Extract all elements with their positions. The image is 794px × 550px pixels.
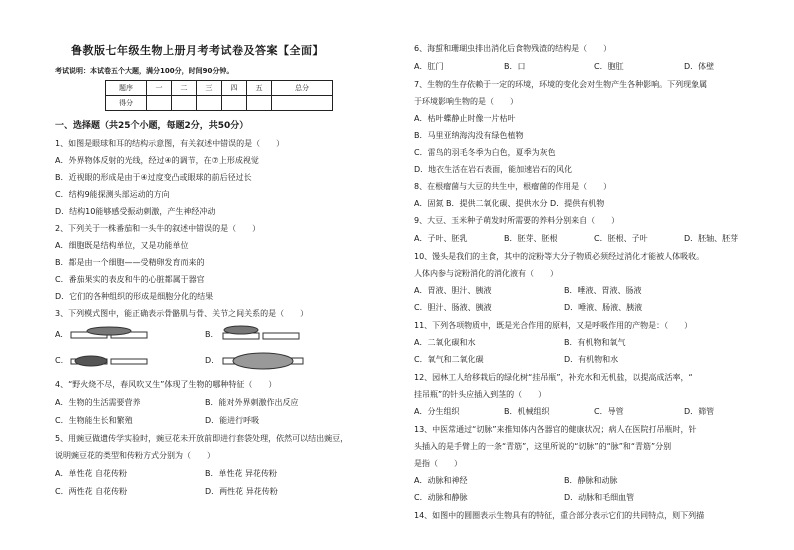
option-text: A．子叶、胚乳 — [414, 234, 468, 243]
question-text: 2、下列关于一株番茄和一头牛的叙述中错误的是（ ） — [55, 224, 261, 233]
option-text: A．单性花 自花传粉 — [55, 469, 128, 478]
question-text: 头插入的是手臂上的一条“青筋”，这里所说的“切脉”的“脉”和“青筋”分别 — [414, 442, 672, 451]
option-text: B．口 — [504, 62, 526, 71]
score-header-cell: 题序 — [106, 81, 147, 96]
option-text: B．马里亚纳海沟没有绿色植物 — [414, 131, 524, 140]
muscle-bone-figure-a — [69, 325, 165, 345]
option-text: A．外界物体反射的光线，经过④的调节，在⑦上形成视觉 — [55, 156, 259, 165]
option-text: D．能进行呼吸 — [205, 416, 260, 425]
figure-label-d: D. — [205, 356, 214, 365]
option-text: D．两性花 异花传粉 — [205, 487, 278, 496]
option-text: D．动脉和毛细血管 — [564, 493, 635, 502]
score-header-cell: 二 — [172, 81, 197, 96]
option-text: C．胚根、子叶 — [594, 234, 648, 243]
figure-label-b: B. — [205, 330, 214, 339]
question-text: 于环境影响生物的是（ ） — [414, 97, 518, 106]
score-cell[interactable] — [147, 96, 172, 111]
option-text: B．能对外界刺激作出反应 — [205, 398, 299, 407]
score-header-cell: 四 — [222, 81, 247, 96]
question-text: 5、用豌豆做遗传学实验时，豌豆花未开放前即进行套袋处理，依然可以结出豌豆， — [55, 434, 349, 443]
option-text: C．生物能生长和繁殖 — [55, 416, 133, 425]
option-text: C．两性花 自花传粉 — [55, 487, 128, 496]
option-text: A．生物的生活需要营养 — [55, 398, 141, 407]
score-header-cell: 三 — [197, 81, 222, 96]
section-heading: 一、选择题（共25个小题，每题2分，共50分） — [55, 121, 249, 131]
figure-label-a: A. — [55, 330, 63, 339]
question-text: 1、如图是眼球和耳的结构示意图，有关叙述中错误的是（ ） — [55, 139, 285, 148]
figure-label-c: C. — [55, 356, 64, 365]
option-text: D．它们的各种组织的形成是细胞分化的结果 — [55, 292, 214, 301]
page-title: 鲁教版七年级生物上册月考考试卷及答案【全面】 — [71, 44, 324, 57]
score-cell[interactable] — [247, 96, 272, 111]
score-cell[interactable] — [197, 96, 222, 111]
option-text: D．唾液、肠液、胰液 — [564, 303, 643, 312]
option-text: A．细胞既是结构单位，又是功能单位 — [55, 241, 189, 250]
score-cell[interactable] — [222, 96, 247, 111]
option-text: D．结构10能够感受振动刺激，产生神经冲动 — [55, 207, 216, 216]
question-text: 13、中医常通过“切脉”来推知体内各器官的健康状况；病人在医院打吊瓶时，针 — [414, 425, 697, 434]
option-text: C．结构9能探测头部运动的方向 — [55, 190, 170, 199]
question-text: 10、馒头是我们的主食，其中的淀粉等大分子物质必须经过消化才能被人体吸收。 — [414, 252, 705, 261]
score-header-cell: 总分 — [272, 81, 333, 96]
question-text: 3、下列模式图中，能正确表示骨骼肌与骨、关节之间关系的是（ ） — [55, 309, 309, 318]
option-text: A．动脉和神经 — [414, 476, 468, 485]
option-text: B．都是由一个细胞——受精卵发育而来的 — [55, 258, 205, 267]
option-text: B．胚芽、胚根 — [504, 234, 558, 243]
question-text: 挂吊瓶”的针头应插入到茎的（ ） — [414, 390, 547, 399]
option-text: B．单性花 异花传粉 — [205, 469, 278, 478]
score-header-cell: 五 — [247, 81, 272, 96]
score-table — [105, 80, 333, 111]
question-text: 9、大豆、玉米种子萌发时所需要的养料分别来自（ ） — [414, 216, 620, 225]
option-text: A．胃液、胆汁、胰液 — [414, 286, 492, 295]
question-text: 14、如图中的圆圈表示生物具有的特征，重合部分表示它们的共同特点，则下列描 — [414, 511, 705, 520]
option-text: D．胚轴、胚芽 — [684, 234, 739, 243]
option-text: D．筛管 — [684, 407, 715, 416]
muscle-bone-figure-b — [221, 323, 317, 347]
option-text: D．体壁 — [684, 62, 715, 71]
option-text: C．胆汁、肠液、胰液 — [414, 303, 492, 312]
question-text: 4、“野火烧不尽，春风吹又生”体现了生物的哪种特征（ ） — [55, 380, 277, 389]
option-text: A．肛门 — [414, 62, 444, 71]
score-label-cell: 得分 — [106, 96, 147, 111]
option-text: B．机械组织 — [504, 407, 550, 416]
option-text: D．地衣生活在岩石表面，能加速岩石的风化 — [414, 165, 573, 174]
question-text: 6、海蜇和珊瑚虫排出消化后食物残渣的结构是（ ） — [414, 44, 612, 53]
score-header-cell: 一 — [147, 81, 172, 96]
option-text: B．近视眼的形成是由于④过度变凸或眼球的前后径过长 — [55, 173, 252, 182]
option-text: C．导管 — [594, 407, 624, 416]
option-text: C．胞肛 — [594, 62, 624, 71]
option-text: D．有机物和水 — [564, 355, 619, 364]
question-text: 8、在根瘤菌与大豆的共生中，根瘤菌的作用是（ ） — [414, 182, 612, 191]
option-text: C．雷鸟的羽毛冬季为白色，夏季为灰色 — [414, 148, 556, 157]
option-text: A．枯叶蝶静止时像一片枯叶 — [414, 114, 516, 123]
question-text: 是指（ ） — [414, 459, 462, 468]
option-text: B．有机物和氧气 — [564, 338, 626, 347]
exam-notice: 考试说明：本试卷五个大题，满分100分，时间90分钟。 — [55, 67, 234, 75]
option-text: B．静脉和动脉 — [564, 476, 618, 485]
option-text: B．唾液、胃液、肠液 — [564, 286, 642, 295]
option-text: A．分生组织 — [414, 407, 460, 416]
option-text: A．二氧化碳和水 — [414, 338, 476, 347]
option-text: C．番茄果实的表皮和牛的心脏都属于器官 — [55, 275, 205, 284]
question-text: 12、园林工人给移栽后的绿化树“挂吊瓶”，补充水和无机盐，以提高成活率，“ — [414, 373, 693, 382]
option-text: C．氧气和二氧化碳 — [414, 355, 484, 364]
option-text: C．动脉和静脉 — [414, 493, 468, 502]
question-text: 7、生物的生存依赖于一定的环境，环境的变化会对生物产生各种影响。下列现象属 — [414, 80, 708, 89]
question-text: 11、下列各项物质中，既是光合作用的原料，又是呼吸作用的产物是：（ ） — [414, 321, 693, 330]
option-text: A．固氮 B．提供二氧化碳、提供水分 D．提供有机物 — [414, 199, 605, 208]
question-text: 说明豌豆花的类型和传粉方式分别为（ ） — [55, 451, 215, 460]
score-cell[interactable] — [172, 96, 197, 111]
question-text: 人体内参与淀粉消化的消化液有（ ） — [414, 269, 558, 278]
muscle-bone-figure-c — [69, 350, 165, 372]
muscle-bone-figure-d — [221, 349, 321, 373]
score-cell[interactable] — [272, 96, 333, 111]
